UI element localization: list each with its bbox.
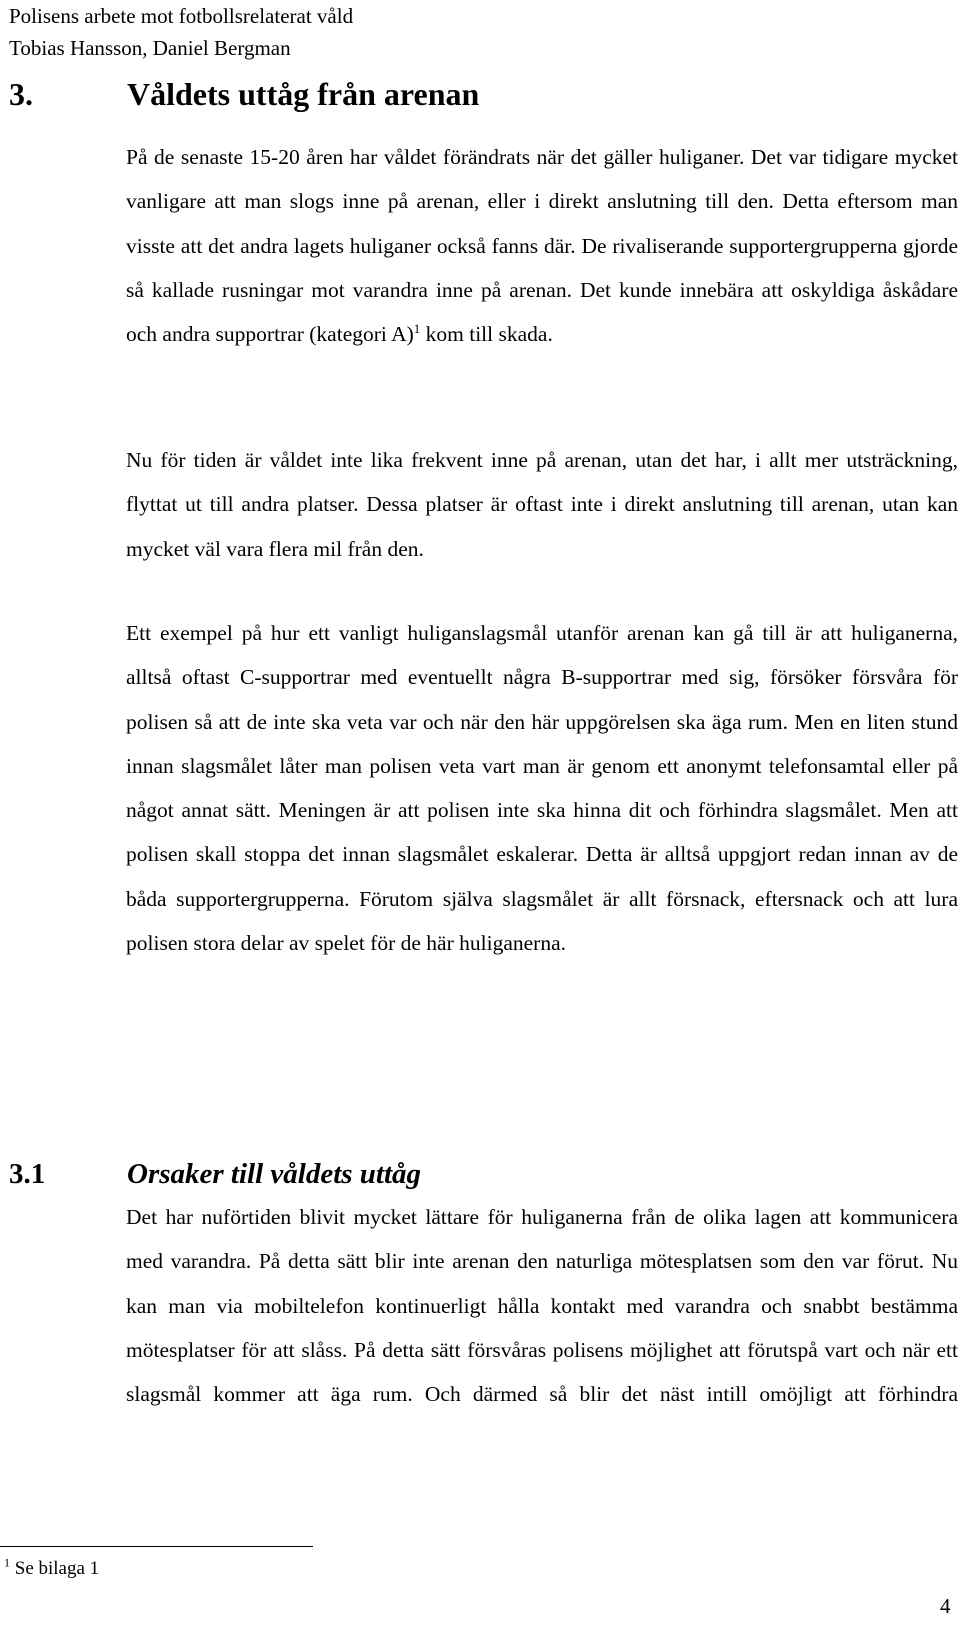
footnote-marker: 1 (4, 1555, 10, 1570)
subsection-number: 3.1 (9, 1158, 46, 1190)
paragraph-1-text: På de senaste 15-20 åren har våldet förändrats när det gäller huliganer. Det var tidigare mycket vanligare att man slogs inne på arenan, eller i direkt anslutning till den. Detta eftersom man visste att det andra lagets huliganer också fanns där. De rivaliserande supportergrupperna gjorde så kallade rusningar mot varandra inne på arenan. Det kunde innebära att oskyldiga åskådare och andra supportrar (kategori A) (126, 145, 958, 347)
running-header (9, 0, 353, 64)
paragraph-2: Nu för tiden är våldet inte lika frekvent inne på arenan, utan det har, i allt mer utsträckning, flyttat ut till andra platser. Dessa platser är oftast inte i direkt anslutning till arenan, utan kan mycket väl vara flera mil från den. (126, 448, 958, 561)
document-title: Polisens arbete mot fotbollsrelaterat våld (9, 4, 354, 28)
paragraph-4: Det har nuförtiden blivit mycket lättare för huliganerna från de olika lagen att kommunicera med varandra. På detta sätt blir inte arenan den naturliga mötesplatsen som den var förut. Nu kan man via mobiltelefon kontinuerligt hålla kontakt med varandra och snabbt bestämma mötesplatser för att slåss. På detta sätt försvåras polisens möjlighet att förutspå vart och när ett slagsmål kommer att äga rum. Och därmed så blir det näst intill omöjligt att förhindra (126, 1205, 958, 1407)
document-authors: Tobias Hansson, Daniel Bergman (9, 36, 291, 60)
paragraph-3: Ett exempel på hur ett vanligt huliganslagsmål utanför arenan kan gå till är att huliganerna, alltså oftast C-supportrar med eventuellt några B-supportrar med sig, försöker försvåra för polisen så att de inte ska veta var och när den här uppgörelsen ska äga rum. Men en liten stund innan slagsmålet låter man polisen veta vart man är genom ett anonymt telefonsamtal eller på något annat sätt. Meningen är att polisen inte ska hinna dit och förhindra slagsmålet. Men att polisen skall stoppa det innan slagsmålet eskalerar. Detta är alltså uppgjort redan innan av de båda supportergrupperna. Förutom själva slagsmålet är allt försnack, eftersnack och att lura polisen stora delar av spelet för de här huliganerna. (126, 621, 958, 956)
paragraph-1-tail: kom till skada. (420, 322, 553, 347)
paragraph-1 (126, 135, 958, 356)
footnote-reference: 1 (413, 321, 421, 337)
subsection-title: Orsaker till våldets uttåg (127, 1158, 422, 1190)
footnote (4, 1556, 99, 1582)
footnote-divider (0, 1546, 313, 1547)
section-title: Våldets uttåg från arenan (127, 76, 480, 112)
page-number: 4 (940, 1594, 951, 1618)
section-heading (9, 72, 479, 116)
section-number: 3. (9, 76, 33, 112)
footnote-text: Se bilaga 1 (10, 1558, 100, 1579)
subsection-heading (9, 1152, 421, 1196)
